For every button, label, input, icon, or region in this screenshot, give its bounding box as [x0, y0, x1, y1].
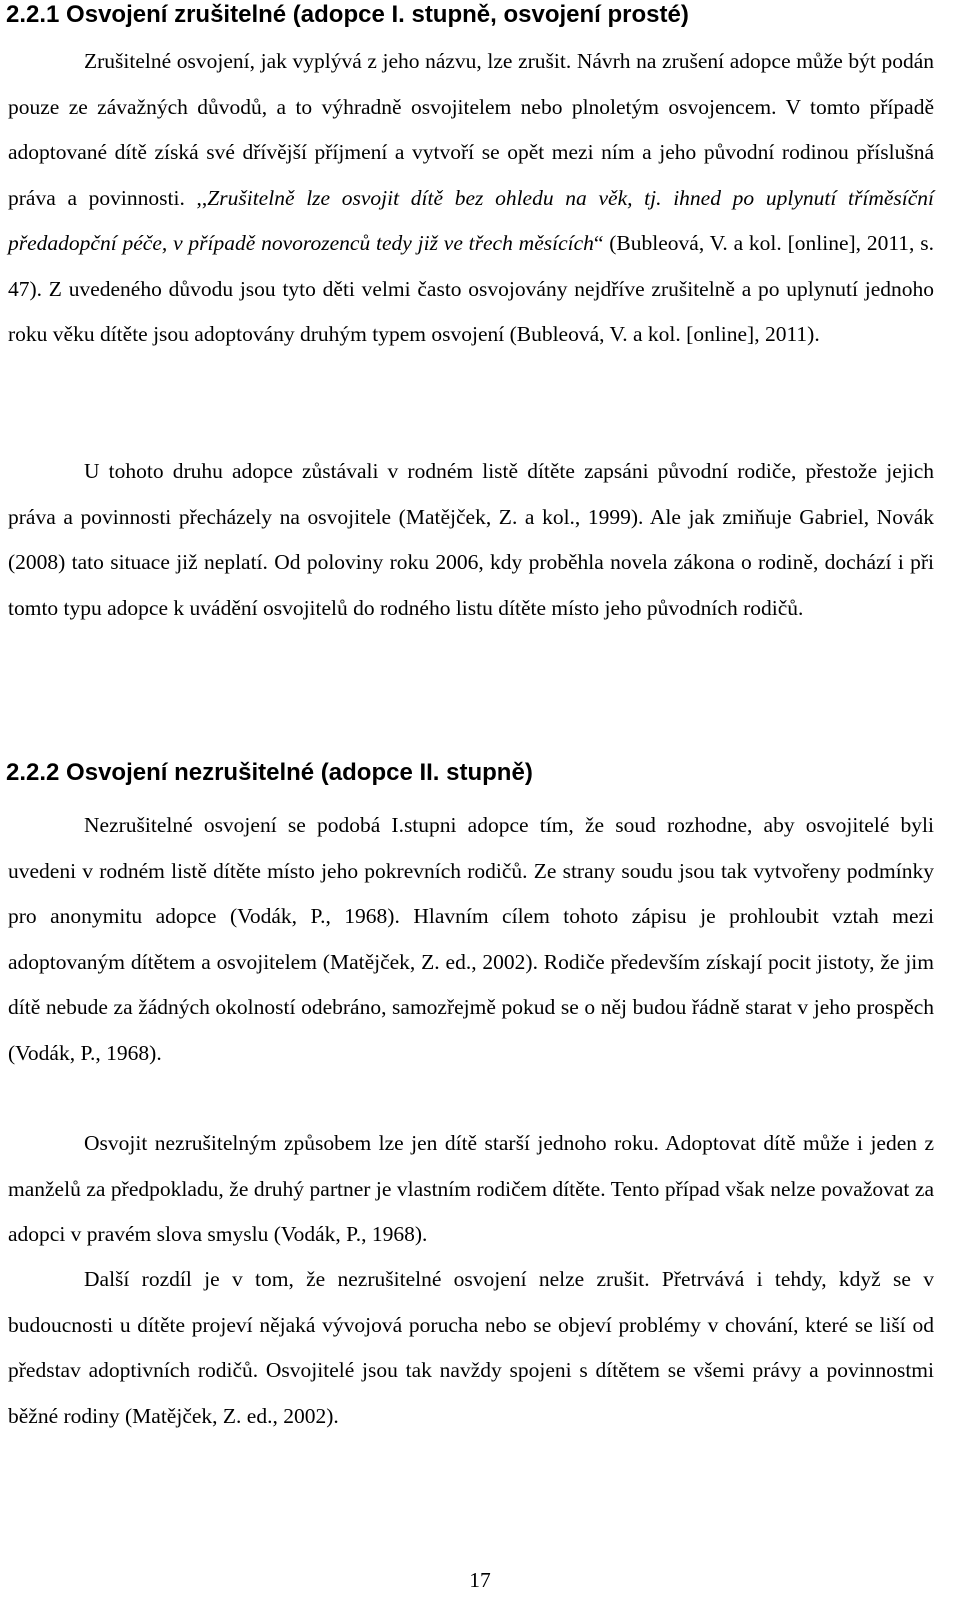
- quote-close-mark: “: [593, 231, 604, 255]
- paragraph-dalsi-rozdil: Další rozdíl je v tom, že nezrušitelné osvojení nelze zrušit. Přetrvává i tehdy, když se v budoucnosti u dítěte projeví nějaká vývojová porucha nebo se objeví problémy v chování, které se liší od představ adoptivních rodičů. Osvojitelé jsou tak navždy spojeni s dítětem se všemi právy a povinnostmi běžné rodiny (Matějček, Z. ed., 2002).: [8, 1267, 934, 1428]
- paragraph-text: Zrušitelné osvojení, jak vyplývá z jeho názvu, lze zrušit. Návrh na zrušení adopce může být podán pouze ze závažných důvodů, a to výhradně osvojitelem nebo plnoletým osvojencem. V tomto případě adoptované dítě získá své dřívější příjmení a vytvoří se opět mezi ním a jeho původní rodinou příslušná práva a povinnosti.: [8, 49, 934, 210]
- paragraph-vek-ditete: Osvojit nezrušitelným způsobem lze jen dítě starší jednoho roku. Adoptovat dítě může i jeden z manželů za předpokladu, že druhý partner je vlastním rodičem dítěte. Tento případ však nelze považovat za adopci v pravém slova smyslu (Vodák, P., 1968).: [8, 1131, 934, 1246]
- page-number: 17: [469, 1568, 491, 1592]
- paragraph-nezrusitelne-intro: Nezrušitelné osvojení se podobá I.stupni adopce tím, že soud rozhodne, aby osvojitelé byli uvedeni v rodném listě dítěte místo jeho pokrevních rodičů. Ze strany soudu jsou tak vytvořeny podmínky pro anonymitu adopce (Vodák, P., 1968). Hlavním cílem tohoto zápisu je prohloubit vztah mezi adoptovaným dítětem a osvojitelem (Matějček, Z. ed., 2002). Rodiče především získají pocit jistoty, že jim dítě nebude za žádných okolností odebráno, samozřejmě pokud se o něj budou řádně starat v jeho prospěch (Vodák, P., 1968).: [8, 813, 934, 1065]
- section-heading-zrusitelne: 2.2.1 Osvojení zrušitelné (adopce I. stupně, osvojení prosté): [6, 1, 689, 28]
- paragraph-rodny-list: U tohoto druhu adopce zůstávali v rodném listě dítěte zapsáni původní rodiče, přestože jejich práva a povinnosti přecházely na osvojitele (Matějček, Z. a kol., 1999). Ale jak zmiňuje Gabriel, Novák (2008) tato situace již neplatí. Od poloviny roku 2006, kdy proběhla novela zákona o rodině, dochází i při tomto typu adopce k uvádění osvojitelů do rodného listu dítěte místo jeho původních rodičů.: [8, 459, 934, 620]
- section-heading-nezrusitelne: 2.2.2 Osvojení nezrušitelné (adopce II. stupně): [6, 759, 533, 786]
- quote-open-mark: ,,: [184, 185, 208, 210]
- paragraph-citation-text: (Bubleová, V. a kol. [online], 2011, s. 47). Z uvedeného důvodu jsou tyto děti velmi často osvojovány nejdříve zrušitelně a po uplynutí jednoho roku věku dítěte jsou adoptovány druhým typem osvojení (Bubleová, V. a kol. [online], 2011).: [8, 231, 934, 346]
- paragraph-zrusitelne-intro: [8, 39, 934, 358]
- italic-quote: Zrušitelně lze osvojit dítě bez ohledu na věk, tj. ihned po uplynutí tříměsíční předadopční péče, v případě novorozenců tedy již ve třech měsících: [8, 185, 935, 255]
